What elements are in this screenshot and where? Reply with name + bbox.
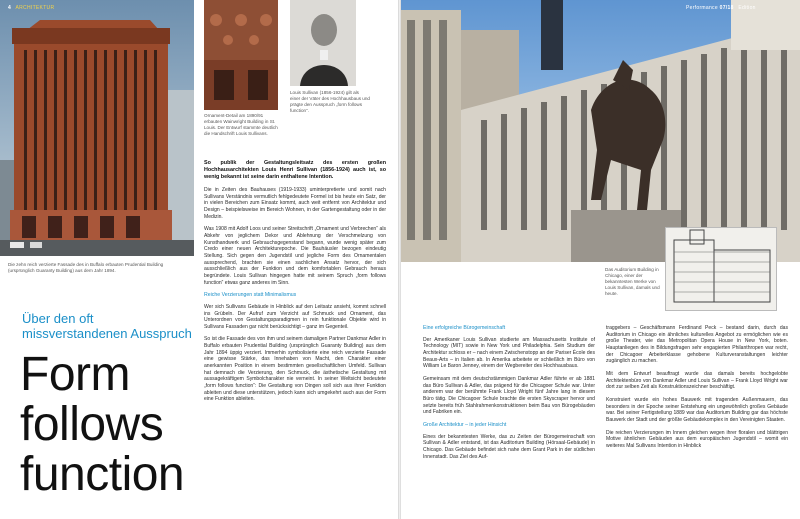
right-header — [686, 5, 756, 11]
section-heading: Reiche Verzierungen statt Minimalismus — [204, 292, 297, 299]
paragraph: traggebers – Geschäftsmann Ferdinand Peck – bestand darin, durch das Auditorium in Chicago ein ähnliches kulturelles Angebot zu ermöglichen wie es große Theater, wie das Metropolitan Opera House in New York, boten. Hauptanliegen des in Bildungsfragen sehr engagierten Philanthropen war recht, der Chicagoer Arbeiterklasse gehobene Kulturveranstaltungen leichter zugänglich zu machen. — [606, 325, 788, 365]
building-illustration — [0, 0, 194, 256]
right-text-column-1 — [423, 325, 595, 466]
right-header-extra: Edition — [738, 5, 756, 11]
paragraph: Gemeinsam mit dem deutschstämmigen Dankmar Adler führte er ab 1881 das Büro Sullivan & Adler, das prägend für die Chicagoer Schule war. Unter anderem war der berühmte Frank Lloyd Wright fünf Jahre lang in diesem Büro tätig. Die Chicagoer Schule brachte die ersten Skyscraper hervor und setzte bereits früh Stahlrahmenkonstruktionen beim Bau von Bürogebäuden und Fabriken ein. — [423, 375, 595, 416]
right-section-label: Performance — [686, 5, 718, 11]
left-text-column — [204, 160, 386, 409]
portrait-illustration — [290, 0, 356, 86]
paragraph: So ist die Fassade des von ihm und seinem damaligen Partner Dankmar Adler in Buffalo erbauten Prudential Building (ursprünglich Guaranty Building) aus dem Jahr 1894 üppig verziert. Immerhin symbolisierte eine reich verzierte Fassade eine gewisse Stärke, das Innehaben von Macht, den Charakter einer anerkannten Position in einem bestimmten gesellschaftlichen Umfeld. Sullivan hat demnach die Verzierung, den Schmuck, die ästhetische Gestaltung mit aussagekräftigem Symbolcharakter nie verneint. In seiner Weltsicht bedeutete „form follows function“: Die Gestaltung von Dingen soll sich aus ihrer Funktion ableiten und diese unterstützen, jedoch kann sich umgekehrt auch aus der Form eine Funktion ableiten. — [204, 336, 386, 403]
ornament-caption: Ornament-Detail am 1890/91 erbauten Wainwright Building in St. Louis. Der Entwurf stammte deutlich die Handschrift Louis Sullivans. — [204, 113, 278, 136]
left-page — [0, 0, 398, 519]
paragraph: Die in Zeiten des Bauhauses (1919-1933) uminterpretierte und somit nach Sullivans Verständnis vermutlich fehlgedeutete Formel ist bis heute ein Satz, der in vielen Bereichen zum Einsatz kommt, auch weit entfernt von Architektur und Design – beispielsweise im Bereich Wohnen, in der Gartengestaltung oder in der Medizin. — [204, 187, 386, 220]
paragraph: Eines der bekanntesten Werke, das zu Zeiten der Bürogemeinschaft von Sullivan & Adler entstand, ist das Auditorium Building (Hörsaal-Gebäude) in Chicago. Das Gebäude befindet sich nahe dem Grant Park in der südlichen Innenstadt. Das Ziel des Auf- — [423, 433, 595, 460]
chicago-statue-photo — [401, 0, 800, 262]
paragraph: Der Amerikaner Louis Sullivan studierte am Massachusetts Institute of Technology (MIT) sowie in New York und Philadelphia. Sein Studium der Architektur schloss er – nach einem Zwischenstopp an der Pariser École des Beaux-Arts – in Italien ab. In Amerika arbeitete er schließlich im Büro von William Le Baron Jenney, einem der Wegbereiter des Hochhausbaus. — [423, 336, 595, 370]
section-heading: Eine erfolgreiche Bürogemeinschaft — [423, 325, 506, 331]
auditorium-illustration — [666, 228, 776, 310]
ornament-detail-photo — [204, 0, 278, 110]
left-section-label: ARCHITEKTUR — [15, 5, 55, 11]
auditorium-caption: Das Auditorium Building in Chicago, einer der bekanntesten Werke von Louis Sullivan, damals und heute. — [605, 267, 660, 296]
paragraph: Konstruiert wurde ein hohes Bauwerk mit tragenden Außenmauern, das besonders in der Epoche seiner Entstehung ein ungewöhnlich großes Gebäude war. Bei seiner Fertigstellung 1889 war das Auditorium Building gar das höchste Bauwerk der Stadt und der größte Gebäudekomplex in den Vereinigten Staaten. — [606, 396, 788, 423]
auditorium-engraving — [665, 227, 777, 311]
paragraph: Mit dem Entwurf beauftragt wurde das damals bereits hochgelobte Architektenbüro von Dankmar Adler und Louis Sullivan – Frank Lloyd Wright war dort zur selben Zeit als Konstruktionszeichner beschäftigt. — [606, 370, 788, 391]
left-header — [8, 5, 54, 11]
article-headline — [20, 350, 184, 500]
headline-line-3: function — [20, 448, 185, 501]
headline-line-1: Form — [20, 348, 130, 401]
right-text-column-2 — [606, 325, 788, 456]
article-lead: So publik der Gestaltungsleitsatz des ersten großen Hochhausarchitekten Louis Henri Sullivan (1856-1924) auch ist, so wenig bekannt ist seine darin enthaltene Intention. — [204, 160, 386, 180]
headline-line-2: follows — [20, 398, 164, 451]
paragraph: Die reichen Verzierungen im Innern gleichen wegen ihrer floralen und blättrigen Motive ähnlichen Gebäuden aus dem europäischen Jugendstil – womit ein weiteres Mal Sullivans Intention in Hinblick — [606, 429, 788, 449]
statue-illustration — [401, 0, 800, 262]
prudential-building-photo — [0, 0, 194, 256]
sullivan-portrait-photo — [290, 0, 356, 86]
building-caption: Die zehn reich verzierte Fassade des in Buffalo erbauten Prudential Building (ursprünglich Guaranty Building) aus dem Jahr 1894. — [8, 262, 164, 273]
right-page — [401, 0, 800, 519]
left-page-number: 4 — [8, 5, 12, 11]
portrait-caption: Louis Sullivan (1856-1924) gilt als einer der Väter des Hochhausbaus und prägte den Ausspruch „form follows function“. — [290, 90, 370, 113]
paragraph: Wer sich Sullivans Gebäude in Hinblick auf den Leitsatz ansieht, kommt schnell ins Grübeln. Der Aufruf zum Verzicht auf Schmuck und Ornament, das Unterordnen von Gestaltungsparadigmen in rein funktionale Objekte wird in Sullivans Fassaden gar nicht berücksichtigt – ganz im Gegenteil. — [204, 303, 386, 330]
right-page-number: 07/18 — [719, 5, 734, 11]
paragraph: Was 1908 mit Adolf Loos und seiner Streitschrift „Ornament und Verbrechen“ als Abkehr von jeglichem Dekor und Ablehnung der Verschmelzung von Kunsthandwerk und Gebrauchsgegenstand begann, wurde wenig später zum Credo einer neuen Architekturepoche. Die Bauhäusler bezogen eindeutig Stellung. Sich gegen den Jugendstil und jegliche Form des Ornamentalen aussprechend, brachten sie einen sachlichen Ansatz hervor, der sich ausschließlich aus der Funktion und dem komfortablen Gebrauch heraus begründete. Louis Sullivan hingegen hatte mit seinem Spruch „form follows function“ etwas ganz anderes im Sinn. — [204, 226, 386, 286]
article-subhead: Über den oft missverstandenen Ausspruch — [22, 311, 192, 341]
section-heading: Große Architektur – in jeder Hinsicht — [423, 421, 507, 428]
ornament-illustration — [204, 0, 278, 110]
